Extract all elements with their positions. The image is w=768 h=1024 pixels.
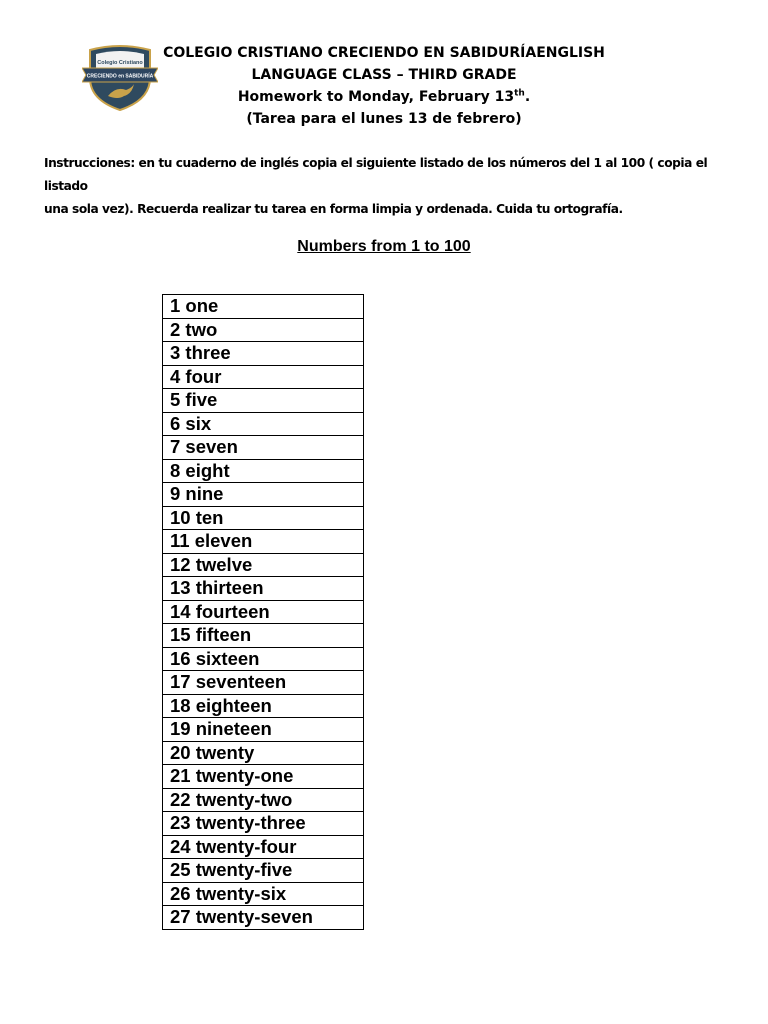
number-cell: 25 twenty-five [163, 859, 364, 883]
number-cell: 10 ten [163, 506, 364, 530]
table-row [163, 577, 364, 601]
logo-banner-text: CRECIENDO en SABIDURÍA [86, 73, 154, 80]
number-cell: 21 twenty-one [163, 765, 364, 789]
number-cell: 9 nine [163, 483, 364, 507]
table-row [163, 412, 364, 436]
table-row [163, 553, 364, 577]
number-cell: 19 nineteen [163, 718, 364, 742]
table-row [163, 835, 364, 859]
document-header [150, 42, 618, 130]
table-row [163, 389, 364, 413]
table-row [163, 718, 364, 742]
table-row [163, 342, 364, 366]
table-row [163, 882, 364, 906]
number-cell: 17 seventeen [163, 671, 364, 695]
table-row [163, 694, 364, 718]
logo-top-text: Colegio Cristiano [97, 60, 143, 66]
number-cell: 16 sixteen [163, 647, 364, 671]
number-cell: 5 five [163, 389, 364, 413]
table-row [163, 647, 364, 671]
number-cell: 23 twenty-three [163, 812, 364, 836]
list-title: Numbers from 1 to 100 [297, 238, 471, 255]
school-logo [82, 44, 158, 112]
table-row [163, 483, 364, 507]
table-row [163, 906, 364, 930]
table-row [163, 624, 364, 648]
header-homework-date: Homework to Monday, February 13th. [237, 88, 531, 105]
number-cell: 6 six [163, 412, 364, 436]
number-cell: 26 twenty-six [163, 882, 364, 906]
number-cell: 12 twelve [163, 553, 364, 577]
table-row [163, 436, 364, 460]
instructions-line-1: Instrucciones: en tu cuaderno de inglés copia el siguiente listado de los números del 1 al 100 ( copia el listado [44, 156, 708, 193]
table-row [163, 741, 364, 765]
number-cell: 20 twenty [163, 741, 364, 765]
table-row [163, 765, 364, 789]
number-cell: 1 one [163, 295, 364, 319]
header-class: LANGUAGE CLASS – THIRD GRADE [251, 67, 517, 83]
table-row [163, 812, 364, 836]
number-cell: 24 twenty-four [163, 835, 364, 859]
table-row [163, 318, 364, 342]
numbers-table [162, 294, 364, 930]
table-row [163, 671, 364, 695]
number-cell: 27 twenty-seven [163, 906, 364, 930]
header-school-name: COLEGIO CRISTIANO CRECIENDO EN SABIDURÍAENGLISH [163, 45, 605, 61]
table-row [163, 295, 364, 319]
number-cell: 3 three [163, 342, 364, 366]
number-cell: 8 eight [163, 459, 364, 483]
number-cell: 7 seven [163, 436, 364, 460]
number-cell: 4 four [163, 365, 364, 389]
instructions-line-2: una sola vez). Recuerda realizar tu tarea en forma limpia y ordenada. Cuida tu ortografía. [44, 202, 623, 216]
table-row [163, 600, 364, 624]
number-cell: 2 two [163, 318, 364, 342]
number-cell: 11 eleven [163, 530, 364, 554]
header-homework-date-spanish: (Tarea para el lunes 13 de febrero) [246, 111, 522, 127]
table-row [163, 859, 364, 883]
table-row [163, 365, 364, 389]
table-row [163, 506, 364, 530]
instructions [44, 152, 744, 221]
number-cell: 18 eighteen [163, 694, 364, 718]
table-row [163, 530, 364, 554]
number-cell: 13 thirteen [163, 577, 364, 601]
table-row [163, 459, 364, 483]
number-cell: 14 fourteen [163, 600, 364, 624]
table-row [163, 788, 364, 812]
number-cell: 15 fifteen [163, 624, 364, 648]
number-cell: 22 twenty-two [163, 788, 364, 812]
